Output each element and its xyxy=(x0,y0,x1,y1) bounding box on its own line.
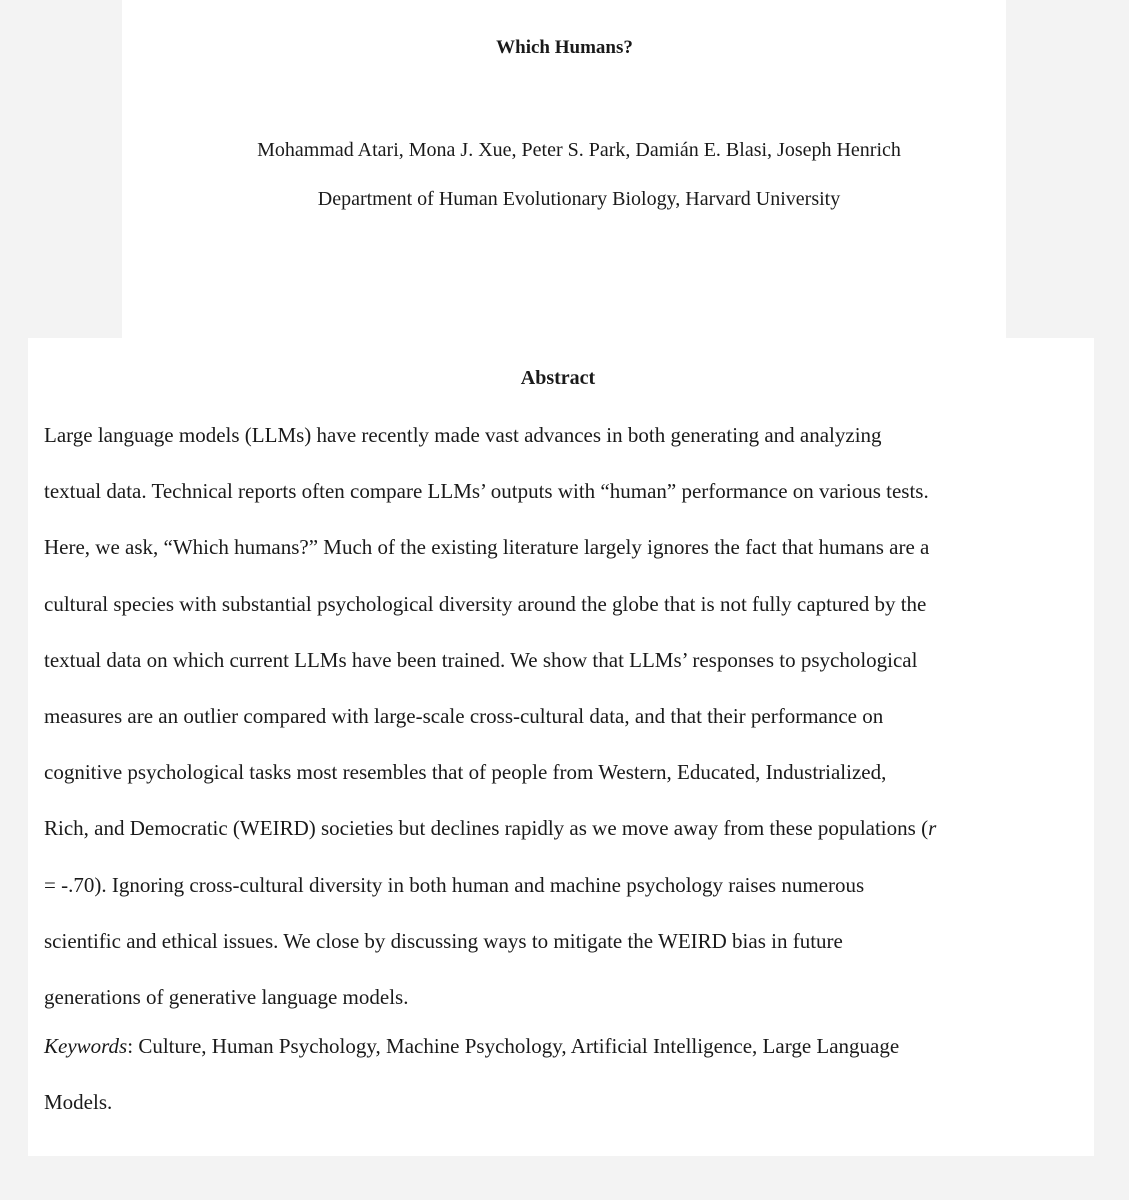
abstract-line-text: Rich, and Democratic (WEIRD) societies but declines rapidly as we move away from these populations ( xyxy=(44,816,929,841)
keywords-line-1 xyxy=(44,1031,1104,1087)
abstract-line: generations of generative language models. xyxy=(44,984,409,1009)
abstract-line: scientific and ethical issues. We close by discussing ways to mitigate the WEIRD bias in future xyxy=(44,928,843,953)
abstract-line: Here, we ask, “Which humans?” Much of the existing literature largely ignores the fact that humans are a xyxy=(44,535,930,560)
paper-title: Which Humans? xyxy=(496,37,633,58)
abstract-line: Large language models (LLMs) have recently made vast advances in both generating and analyzing xyxy=(44,423,882,447)
author-list: Mohammad Atari, Mona J. Xue, Peter S. Park, Damián E. Blasi, Joseph Henrich xyxy=(257,139,901,161)
keywords xyxy=(44,1031,1104,1143)
abstract-line: textual data on which current LLMs have been trained. We show that LLMs’ responses to psychological xyxy=(44,647,918,672)
keywords-line-2: Models. xyxy=(44,1090,113,1114)
affiliation: Department of Human Evolutionary Biology, Harvard University xyxy=(317,188,841,210)
abstract-line: textual data. Technical reports often compare LLMs’ outputs with “human” performance on various tests. xyxy=(44,479,929,504)
abstract-line: cognitive psychological tasks most resembles that of people from Western, Educated, Industrialized, xyxy=(44,760,887,785)
abstract-line-with-r xyxy=(44,813,1104,869)
keywords-text: : Culture, Human Psychology, Machine Psychology, Artificial Intelligence, Large Language xyxy=(127,1034,900,1058)
abstract-line: = -.70). Ignoring cross-cultural diversity in both human and machine psychology raises numerous xyxy=(44,872,865,897)
abstract-heading: Abstract xyxy=(520,367,596,389)
keywords-label: Keywords xyxy=(44,1034,128,1058)
abstract-body xyxy=(44,420,1104,1038)
italic-r: r xyxy=(928,816,937,841)
abstract-line: cultural species with substantial psychological diversity around the globe that is not fully captured by the xyxy=(44,591,927,616)
abstract-line: measures are an outlier compared with large-scale cross-cultural data, and that their performance on xyxy=(44,703,884,728)
